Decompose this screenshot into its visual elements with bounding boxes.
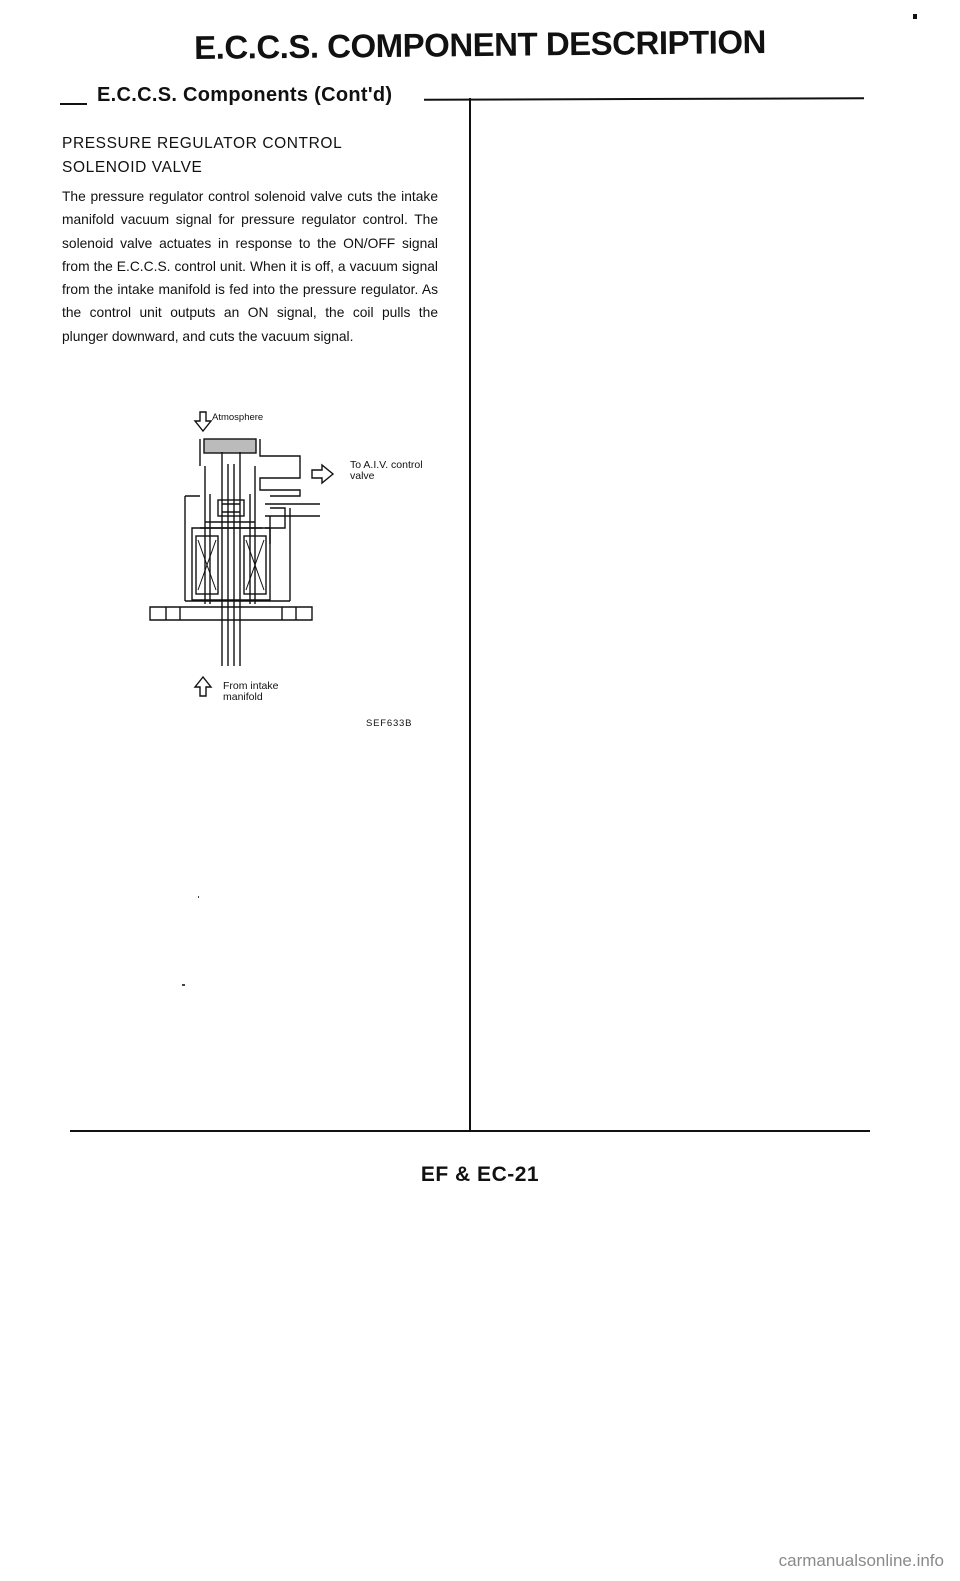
page-title: E.C.C.S. COMPONENT DESCRIPTION: [193, 23, 767, 66]
bottom-rule: [70, 1130, 870, 1132]
figure-code: SEF633B: [366, 718, 413, 729]
filter-cap: [204, 439, 256, 453]
section-title: E.C.C.S. Components (Cont'd): [97, 84, 393, 106]
outlet-arrow-icon: [312, 465, 333, 483]
label-from-intake: From intake manifold: [223, 680, 279, 703]
section-rule-left: [60, 103, 87, 105]
plunger-tube: [222, 452, 240, 666]
coil-frame: [192, 528, 270, 600]
intake-arrow-icon: [195, 677, 211, 696]
component-description: The pressure regulator control solenoid valve cuts the intake manifold vacuum signal for pressure regulator control. The solenoid valve actuates in response to the ON/OFF signal from the E.C.C.S. control unit. When it is off, a vacuum signal from the intake manifold is fed into the pressure regulator. As the control unit outputs an ON signal, the coil pulls the plunger downward, and cuts the vacuum signal.: [62, 189, 438, 344]
label-atmosphere: Atmosphere: [212, 412, 264, 423]
side-port: [265, 504, 320, 544]
watermark: carmanualsonline.info: [778, 1551, 944, 1570]
solenoid-valve-diagram: [140, 404, 440, 734]
atmosphere-arrow-icon: [195, 412, 211, 431]
label-to-aiv-valve: To A.I.V. control valve: [350, 459, 423, 482]
component-heading-line-2: SOLENOID VALVE: [62, 159, 203, 176]
component-heading: [62, 132, 342, 180]
inner-body: [205, 466, 255, 604]
base-flange: [150, 607, 312, 620]
component-heading-line-1: PRESSURE REGULATOR CONTROL: [62, 135, 343, 152]
column-divider: [469, 98, 471, 1130]
page-number: EF & EC-21: [420, 1163, 540, 1186]
scan-speck: [913, 14, 917, 19]
section-rule-right: [424, 97, 864, 101]
